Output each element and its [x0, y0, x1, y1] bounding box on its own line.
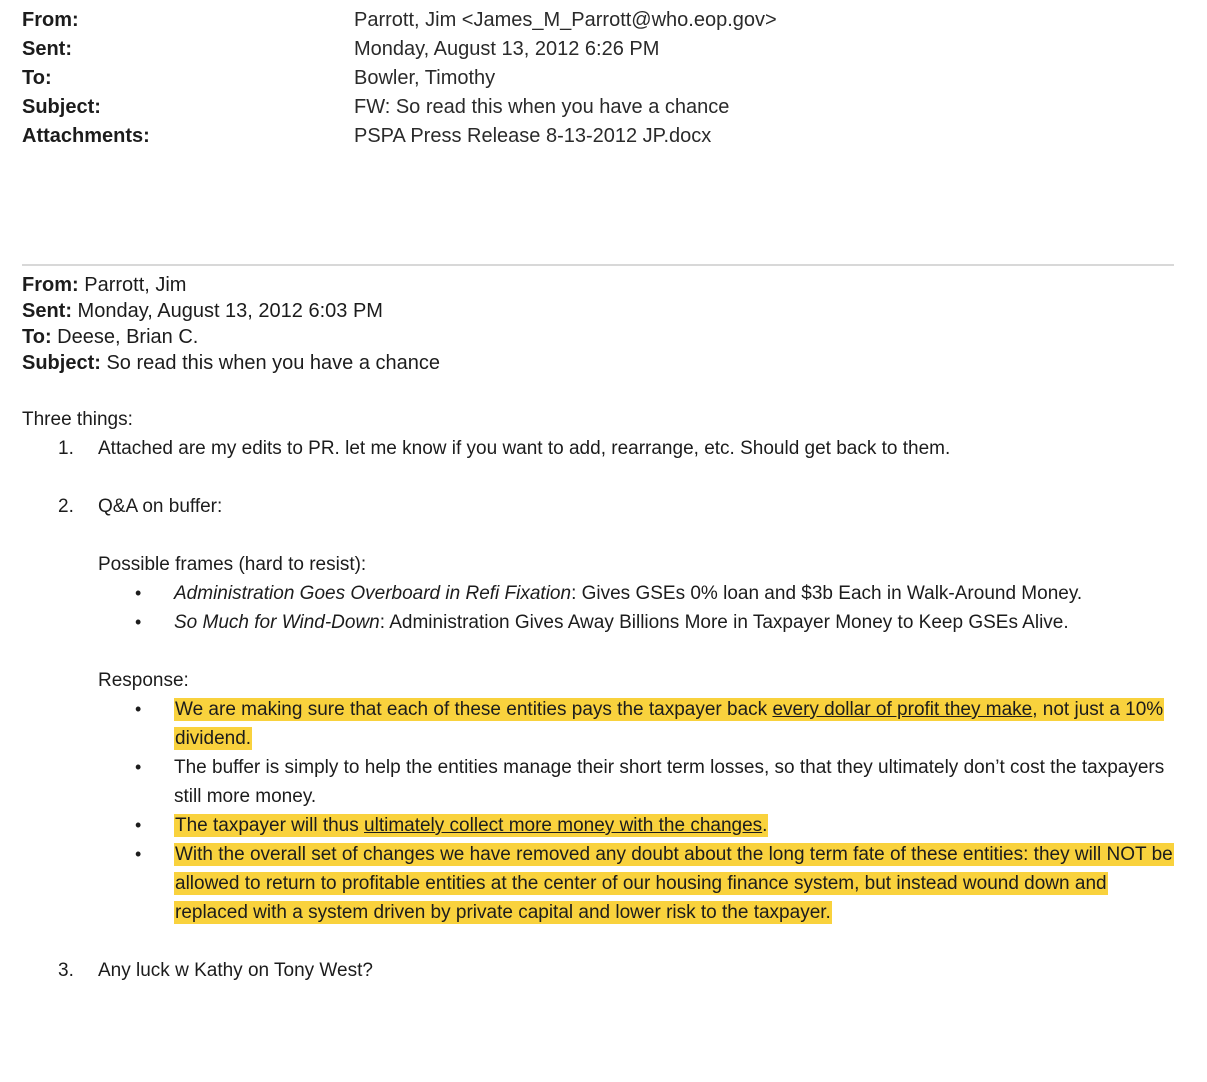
list-item-3 — [22, 956, 1192, 985]
frame-title: So Much for Wind-Down — [174, 612, 380, 633]
frames-heading: Possible frames (hard to resist): — [98, 554, 367, 575]
sent-label: Sent: — [22, 38, 72, 60]
item-text: Any luck w Kathy on Tony West? — [98, 960, 373, 981]
header-row-subject — [22, 93, 777, 122]
response-bullet-2 — [22, 753, 1192, 811]
frame-bullet-1 — [22, 579, 1192, 608]
header-row-from — [22, 6, 777, 35]
response-bullet-3 — [22, 811, 1192, 840]
separator-line — [22, 264, 1174, 266]
header-row-sent — [22, 35, 777, 64]
header-row-to — [22, 64, 777, 93]
fwd-subject-value: So read this when you have a chance — [100, 352, 441, 374]
item-number: 1. — [58, 438, 74, 459]
fwd-from-value: Parrott, Jim — [78, 274, 187, 296]
subject-label: Subject: — [22, 96, 101, 118]
fwd-from-label: From: — [22, 274, 79, 296]
response-bullet-1 — [22, 695, 1192, 753]
frame-text: : Administration Gives Away Billions More in Taxpayer Money to Keep GSEs Alive. — [379, 612, 1069, 633]
header-row-attachments — [22, 122, 777, 151]
underlined-text: every dollar of profit they make — [772, 699, 1033, 720]
response-text: The buffer is simply to help the entities manage their short term losses, so that they ultimately don’t cost the taxpayers still more money. — [174, 757, 1165, 807]
fwd-to-value: Deese, Brian C. — [51, 326, 199, 348]
bullet-dot: • — [135, 699, 142, 719]
fwd-subject-line — [22, 350, 440, 376]
fwd-to-line — [22, 324, 440, 350]
item-text: Q&A on buffer: — [98, 496, 223, 517]
email-header — [22, 6, 777, 151]
response-heading: Response: — [98, 670, 189, 691]
subject-value: FW: So read this when you have a chance — [354, 96, 730, 118]
fwd-sent-label: Sent: — [22, 300, 72, 322]
bullet-dot: • — [135, 844, 142, 864]
bullet-dot: • — [135, 583, 142, 603]
fwd-subject-label: Subject: — [22, 352, 101, 374]
frame-bullet-2 — [22, 608, 1192, 637]
highlighted-text: With the overall set of changes we have removed any doubt about the long term fate of these entities: they will NOT be allowed to return to profitable entities at the center of our housing finance system, but instead wound down and replaced with a system driven by private capital and lower risk to the taxpayer. — [175, 844, 1173, 923]
forwarded-header — [22, 272, 440, 376]
intro-line: Three things: — [22, 409, 133, 430]
item-number: 2. — [58, 496, 74, 517]
fwd-from-line — [22, 272, 440, 298]
fwd-sent-value: Monday, August 13, 2012 6:03 PM — [72, 300, 383, 322]
list-item-2 — [22, 492, 1192, 521]
from-value: Parrott, Jim <James_M_Parrott@who.eop.gov> — [354, 9, 777, 31]
fwd-to-label: To: — [22, 326, 52, 348]
item-number: 3. — [58, 960, 74, 981]
to-value: Bowler, Timothy — [354, 67, 496, 89]
frame-title: Administration Goes Overboard in Refi Fixation — [174, 583, 572, 604]
fwd-sent-line — [22, 298, 440, 324]
frame-text: : Gives GSEs 0% loan and $3b Each in Walk-Around Money. — [571, 583, 1083, 604]
attachments-label: Attachments: — [22, 125, 150, 147]
highlighted-text: The taxpayer will thus ultimately collect more money with the changes. — [175, 815, 768, 836]
to-label: To: — [22, 67, 52, 89]
attachment-filename: PSPA Press Release 8-13-2012 JP.docx — [354, 125, 712, 147]
item-text: Attached are my edits to PR. let me know if you want to add, rearrange, etc. Should get back to them. — [98, 438, 951, 459]
highlighted-text: We are making sure that each of these entities pays the taxpayer back every dollar of profit they make, not just a 10% dividend. — [175, 699, 1164, 749]
response-bullet-4 — [22, 840, 1192, 927]
from-label: From: — [22, 9, 79, 31]
bullet-dot: • — [135, 757, 142, 777]
list-item-1 — [22, 434, 1192, 463]
underlined-text: ultimately collect more money with the changes — [364, 815, 763, 836]
email-body — [22, 405, 1192, 985]
sent-value: Monday, August 13, 2012 6:26 PM — [354, 38, 660, 60]
bullet-dot: • — [135, 612, 142, 632]
bullet-dot: • — [135, 815, 142, 835]
